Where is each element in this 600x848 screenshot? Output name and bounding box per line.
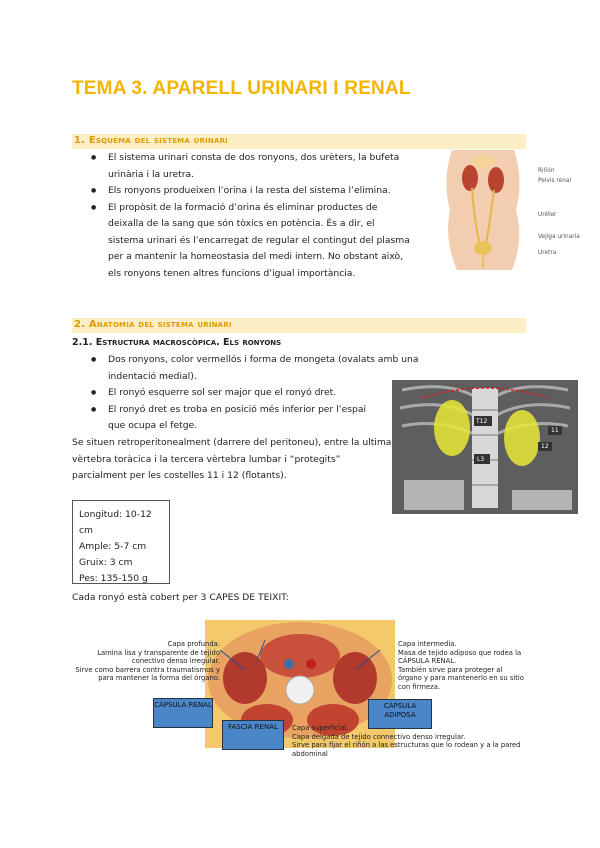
- section-heading-2: [72, 318, 526, 333]
- figure-label: Vejiga urinaria: [538, 234, 580, 240]
- caption-middle-layer: Capa intermedia. Masa de tejido adiposo que rodea la CÁPSULA RENAL. También sirve para proteger al órgano y para mantenerlo en su sitio con firmeza.: [398, 640, 524, 691]
- figure-label: Uréter: [538, 212, 557, 218]
- figure-label: Pelvis renal: [538, 178, 572, 184]
- measure-length: Longitud: 10-12 cm: [79, 509, 152, 536]
- figure-label: Uretra: [538, 250, 557, 256]
- xray-label: L3: [477, 456, 485, 463]
- urinary-system-figure: [432, 150, 582, 270]
- list-item: ● El ronyó esquerre sol ser major que el ronyó dret.: [90, 385, 380, 402]
- xray-illustration: [392, 380, 578, 514]
- retroperitoneal-paragraph: Se situen retroperitonealment (darrere del peritoneu), entre la ultima vèrtebra toràcica i la tercera vèrtebra lumbar i “protegits” parcialment per les costelles 11 i 12 (flotants).: [72, 437, 392, 481]
- list-item: ● Dos ronyons, color vermellós i forma de mongeta (ovalats amb una indentació medial).: [90, 352, 450, 385]
- bullet-list-1: [90, 150, 410, 282]
- list-item: ● Els ronyons produeixen l’orina i la resta del sistema l’elimina.: [90, 183, 410, 200]
- subsection-heading: 2.1. Estructura macroscòpica. Els ronyons: [72, 337, 282, 348]
- measure-width: Ample: 5-7 cm: [79, 541, 147, 552]
- section-heading-text: 2. Anatomia del sistema urinari: [74, 319, 232, 330]
- layers-intro: Cada ronyó està cobert per 3 CAPES DE TEIXIT:: [72, 592, 289, 603]
- measure-weight: Pes: 135-150 g: [79, 573, 148, 584]
- section-heading-text: 1. Esquema del sistema urinari: [74, 135, 228, 146]
- xray-label: 12: [541, 443, 549, 450]
- label-capsula-renal: CÁPSULA RENAL: [153, 698, 213, 728]
- list-item: ● El ronyó dret es troba en posició més inferior per l’espai que ocupa el fetge.: [90, 402, 380, 435]
- page-title: TEMA 3. APARELL URINARI I RENAL: [72, 78, 411, 99]
- xray-label: T12: [476, 418, 488, 425]
- xray-label: 11: [551, 427, 559, 434]
- figure-label: Riñón: [538, 168, 555, 174]
- list-item: ● El propòsit de la formació d’orina és eliminar productes de deixalla de la sang que són tòxics en potència. És a dir, el sistema urinari és l’encarregat de regular el contingut del plasma per a mantenir la homeostasia del medi intern. No obstant això, els ronyons tenen altres funcions d’igual importància.: [90, 200, 410, 283]
- torso-illustration: [432, 150, 532, 270]
- xray-figure: [392, 380, 578, 514]
- measurements-box: [72, 500, 170, 584]
- caption-superficial-layer: Capa superficial. Capa delgada de tejido connectivo denso irregular. Sirve para fijar el riñón a las estructuras que lo rodean y a la pared abdominal: [292, 724, 521, 758]
- label-capsula-adiposa: CÁPSULA ADIPOSA: [368, 699, 432, 729]
- measure-thickness: Gruix: 3 cm: [79, 557, 133, 568]
- list-item: ● El sistema urinari consta de dos ronyons, dos urèters, la bufeta urinària i la uretra.: [90, 150, 410, 183]
- label-fascia-renal: FASCIA RENAL: [222, 720, 284, 750]
- section-heading-1: [72, 134, 526, 149]
- caption-deep-layer: Capa profunda. Lamina lisa y transparente de tejido conectivo denso irregular. Sirve como barrera contra traumatismos y para mantener la forma del órgano.: [75, 640, 220, 682]
